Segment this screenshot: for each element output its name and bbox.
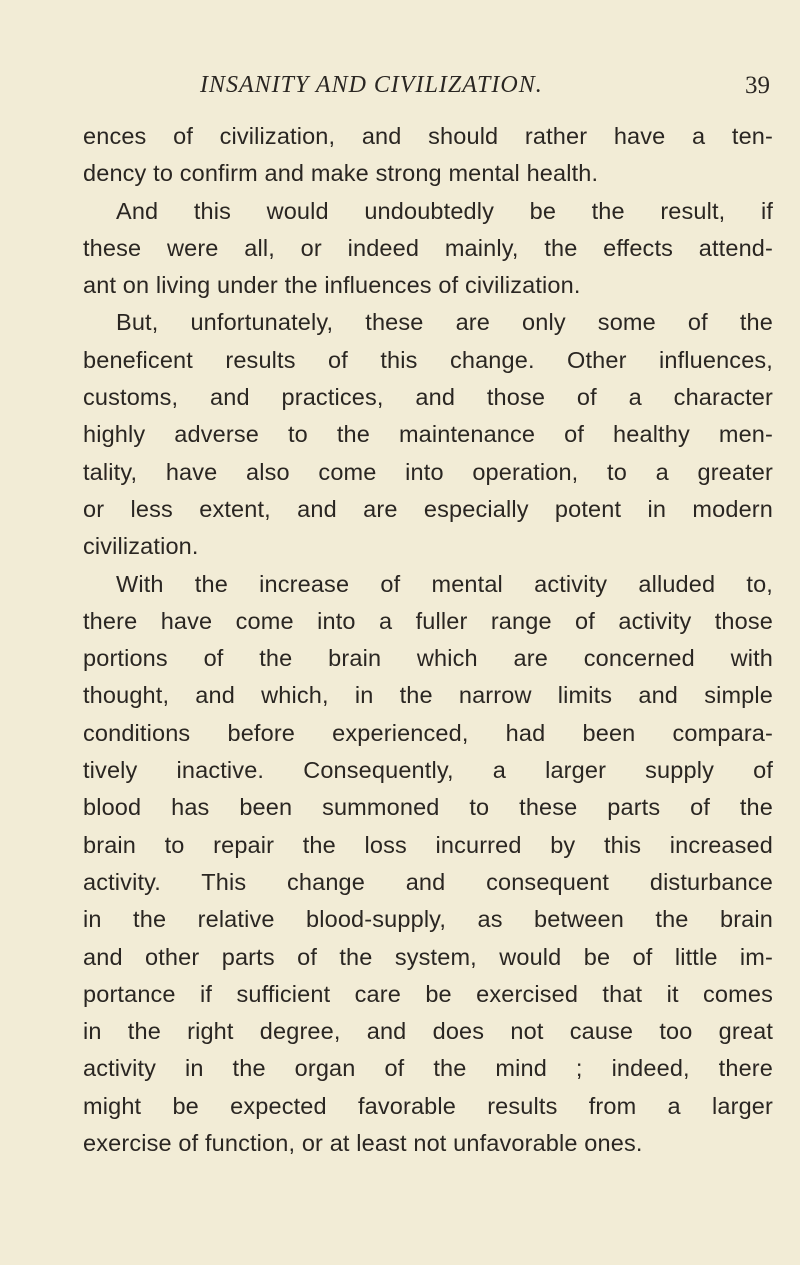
- text-line: activity. This change and consequent disturbance: [83, 868, 773, 895]
- text-line: And this would undoubtedly be the result, if: [116, 197, 773, 224]
- text-line: there have come into a fuller range of activity those: [83, 607, 773, 634]
- text-line: ences of civilization, and should rather have a ten-: [83, 123, 773, 149]
- running-head: [200, 72, 770, 112]
- text-line: in the relative blood-supply, as between the brain: [83, 906, 773, 933]
- text-line: portions of the brain which are concerned with: [83, 645, 773, 672]
- text-line: activity in the organ of the mind ; indeed, there: [83, 1055, 773, 1082]
- text-line: dency to confirm and make strong mental health.: [83, 160, 599, 187]
- text-line: ant on living under the influences of civilization.: [83, 272, 581, 299]
- text-line: With the increase of mental activity alluded to,: [116, 570, 773, 597]
- text-line: tively inactive. Consequently, a larger supply of: [83, 757, 773, 784]
- text-line: beneficent results of this change. Other influences,: [83, 346, 773, 373]
- text-line: blood has been summoned to these parts of the: [83, 794, 773, 821]
- text-line: these were all, or indeed mainly, the effects attend-: [83, 234, 773, 261]
- text-line: tality, have also come into operation, to a greater: [83, 458, 773, 485]
- text-line: conditions before experienced, had been compara-: [83, 719, 773, 746]
- text-line: civilization.: [83, 533, 199, 560]
- text-line: customs, and practices, and those of a character: [83, 384, 773, 411]
- text-line: in the right degree, and does not cause too great: [83, 1018, 773, 1045]
- text-line: highly adverse to the maintenance of healthy men-: [83, 421, 773, 448]
- text-line: exercise of function, or at least not unfavorable ones.: [83, 1130, 643, 1157]
- text-line: or less extent, and are especially potent in modern: [83, 495, 773, 522]
- text-line: portance if sufficient care be exercised that it comes: [83, 980, 773, 1007]
- page-number: 39: [745, 72, 770, 99]
- text-line: might be expected favorable results from a larger: [83, 1092, 773, 1119]
- running-title: INSANITY AND CIVILIZATION.: [200, 72, 543, 98]
- text-line: brain to repair the loss incurred by this increased: [83, 831, 773, 858]
- text-line: thought, and which, in the narrow limits and simple: [83, 682, 773, 709]
- text-line: and other parts of the system, would be of little im-: [83, 943, 773, 970]
- text-line: But, unfortunately, these are only some of the: [116, 309, 773, 336]
- body-text: [83, 118, 773, 1162]
